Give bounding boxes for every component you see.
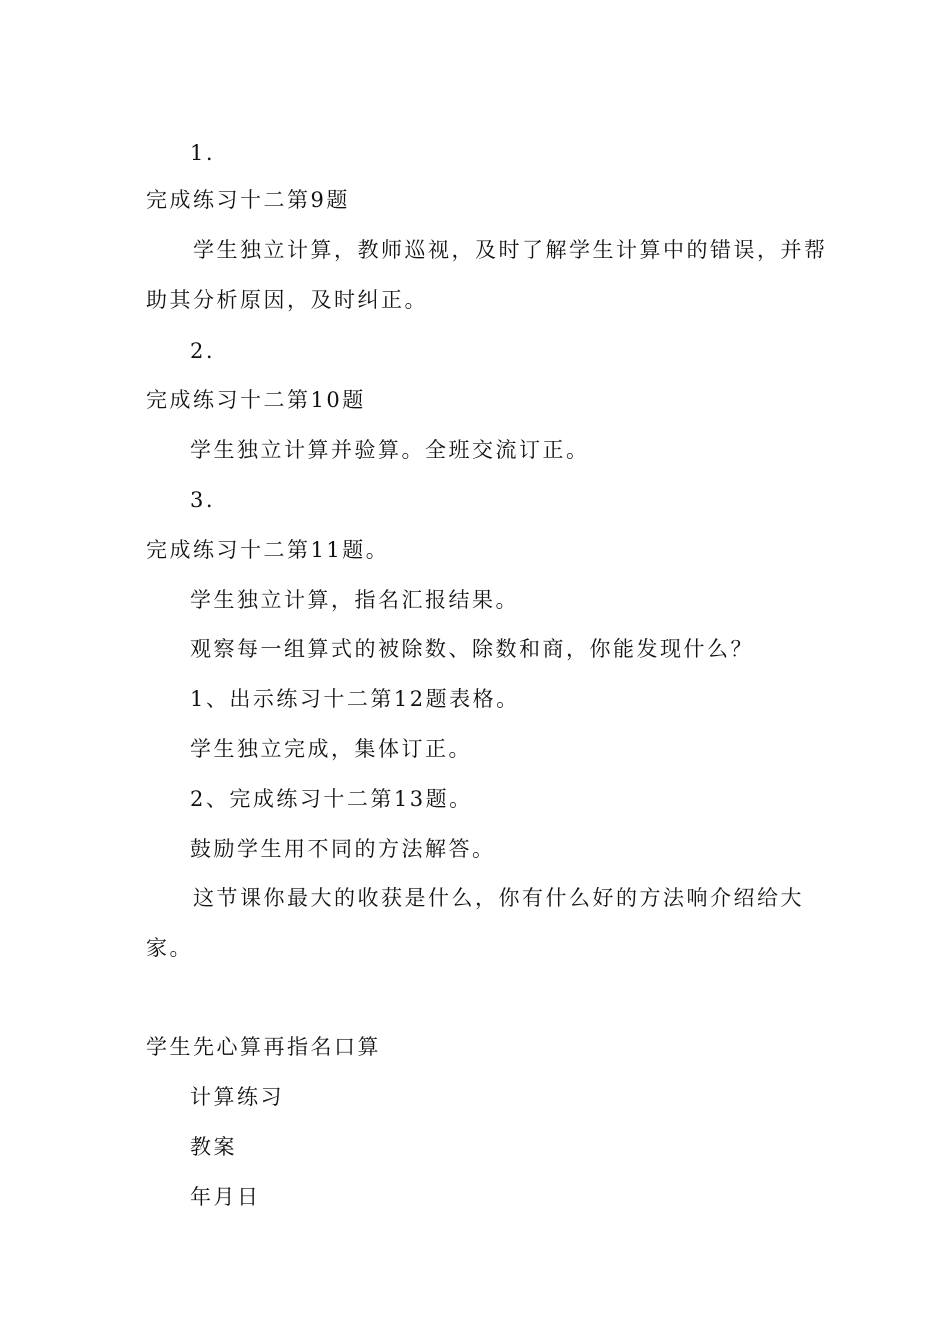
paragraph-line: 家。 [146, 936, 193, 960]
paragraph-line: 学生先心算再指名口算 [146, 1035, 381, 1059]
paragraph-line: 2、完成练习十二第13题。 [190, 787, 473, 811]
item-number-2: 2. [190, 339, 216, 363]
paragraph-line: 观察每一组算式的被除数、除数和商，你能发现什么？ [190, 637, 754, 661]
paragraph-line: 鼓励学生用不同的方法解答。 [190, 837, 496, 861]
item-number-3: 3. [190, 488, 216, 512]
paragraph-line: 1、出示练习十二第12题表格。 [190, 687, 520, 711]
paragraph-line: 教案 [190, 1135, 237, 1159]
paragraph-line: 计算练习 [190, 1085, 284, 1109]
paragraph-line: 学生独立完成，集体订正。 [190, 737, 472, 761]
paragraph-line: 助其分析原因，及时纠正。 [146, 288, 428, 312]
paragraph-line: 学生独立计算，教师巡视，及时了解学生计算中的错误，并帮 [193, 238, 828, 262]
paragraph-line: 学生独立计算，指名汇报结果。 [190, 588, 519, 612]
exercise-heading-11: 完成练习十二第11题。 [146, 538, 390, 562]
exercise-heading-10: 完成练习十二第10题 [146, 388, 366, 412]
item-number-1: 1. [190, 141, 216, 165]
paragraph-line: 这节课你最大的收获是什么，你有什么好的方法响介绍给大 [193, 886, 804, 910]
paragraph-line: 年月日 [190, 1185, 261, 1209]
exercise-heading-9: 完成练习十二第9题 [146, 188, 350, 212]
paragraph-line: 学生独立计算并验算。全班交流订正。 [190, 438, 590, 462]
